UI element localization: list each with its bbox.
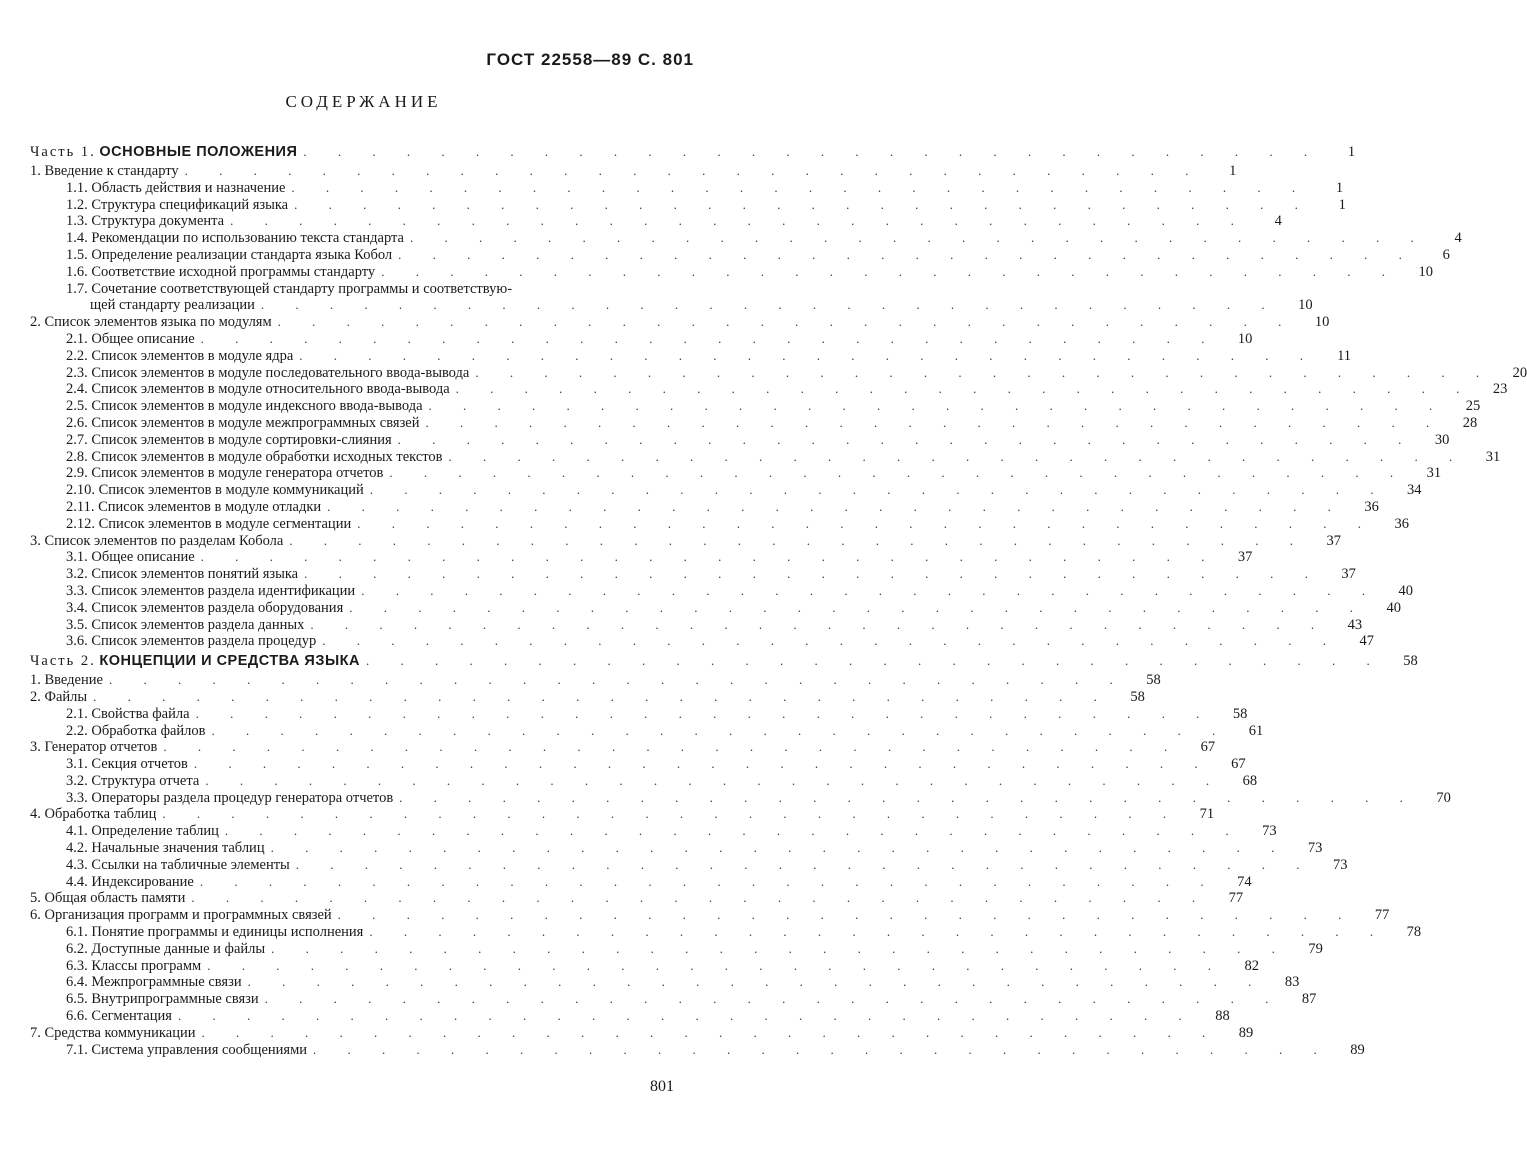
toc-entry <box>30 414 1478 432</box>
toc-leader-dots: . . . . . . . . . . . . . . . . . . . . . . . . . . . . . . <box>200 330 1219 346</box>
toc-entry-title: 6.4. Межпрограммные связи <box>66 974 242 991</box>
toc-part-prefix: Часть 2. <box>30 653 96 670</box>
toc-page-number: 23 <box>1492 381 1508 398</box>
toc-leader-dots: . . . . . . . . . . . . . . . . . . . . . . . . . . . . . . <box>271 940 1289 956</box>
toc-page-number: 68 <box>1242 772 1258 789</box>
toc-part-name: КОНЦЕПЦИИ И СРЕДСТВА ЯЗЫКА <box>99 653 360 670</box>
toc-entry-title: 3.3. Список элементов раздела идентификации <box>66 582 356 599</box>
toc-entry-title: 5. Общая область памяти <box>30 890 186 907</box>
toc-entry <box>30 890 1244 907</box>
toc-page-number: 58 <box>1146 672 1161 689</box>
toc-entry <box>30 163 1237 180</box>
toc-page-number: 40 <box>1386 599 1401 616</box>
toc-leader-dots: . . . . . . . . . . . . . . . . . . . . . . . . . . . . . . <box>337 907 1356 923</box>
toc-leader-dots: . . . . . . . . . . . . . . . . . . . . . . . . . . . . . . <box>177 1008 1196 1024</box>
toc-entry-title: 7. Средства коммуникации <box>30 1024 196 1041</box>
toc-entry <box>30 281 692 298</box>
toc-entry <box>30 448 1501 466</box>
toc-entry <box>30 907 1390 924</box>
page-number: 801 <box>650 1078 674 1095</box>
toc-entry <box>30 688 1145 706</box>
toc-page-number: 70 <box>1436 789 1451 806</box>
toc-leader-dots: . . . . . . . . . . . . . . . . . . . . . . . . . . . . . . <box>357 515 1375 531</box>
toc-entry-title: 2.11. Список элементов в модуле отладки <box>66 498 322 515</box>
toc-leader-dots: . . . . . . . . . . . . . . . . . . . . . . . . . . . . . . <box>294 196 1312 212</box>
toc-entry-title: 3.1. Секция отчетов <box>66 756 188 773</box>
toc-part-title <box>30 650 360 672</box>
toc-page-number: 88 <box>1215 1008 1230 1025</box>
toc-entry-title: 2.2. Список элементов в модуле ядра <box>66 347 294 364</box>
toc-page-number: 89 <box>1238 1024 1254 1041</box>
toc-page-number: 78 <box>1406 924 1422 941</box>
toc-leader-dots: . . . . . . . . . . . . . . . . . . . . . . . . . . . . . . <box>289 532 1308 548</box>
toc-entry-title: 2.6. Список элементов в модуле межпрограммных связей <box>66 414 420 431</box>
toc-entry-title: 3.3. Операторы раздела процедур генератора отчетов <box>66 789 394 806</box>
toc-entry <box>30 330 1253 348</box>
toc-entry <box>30 957 1259 975</box>
toc-entry <box>30 616 1363 634</box>
toc-page-number: 1 <box>1229 163 1237 179</box>
toc-entry <box>30 991 1317 1008</box>
toc-entry-title: 7.1. Система управления сообщениями <box>66 1041 308 1058</box>
toc-leader-dots: . . . . . . . . . . . . . . . . . . . . . . . . . . . . . . <box>303 144 1322 159</box>
toc-entry <box>30 364 1527 382</box>
toc-leader-dots: . . . . . . . . . . . . . . . . . . . . . . . . . . . . . . <box>389 465 1408 481</box>
toc-entry <box>30 756 1246 773</box>
toc-entry <box>30 705 1248 723</box>
running-header: ГОСТ 22558—89 С. 801 <box>486 50 694 69</box>
toc-page-number: 25 <box>1465 398 1481 415</box>
toc-page-number: 10 <box>1237 330 1253 347</box>
toc-entry-title: 1.3. Структура документа <box>66 213 225 230</box>
toc-entry-title: 6.1. Понятие программы и единицы исполнения <box>66 924 364 941</box>
toc-page-number: 73 <box>1333 856 1348 873</box>
toc-entry-title: 3. Генератор отчетов <box>30 739 158 756</box>
toc-leader-dots: . . . . . . . . . . . . . . . . . . . . . . . . . . . . . . <box>93 688 1111 704</box>
toc-entry <box>30 633 1374 650</box>
toc-entry-title: 2.2. Обработка файлов <box>66 722 206 739</box>
toc-entry <box>30 246 1450 264</box>
toc-entry-title: 6.5. Внутрипрограммные связи <box>66 991 259 1008</box>
toc-entry <box>30 873 1252 891</box>
toc-page-number: 36 <box>1394 515 1409 532</box>
toc-leader-dots: . . . . . . . . . . . . . . . . . . . . . . . . . . . . . . <box>201 1024 1220 1040</box>
toc-leader-dots: . . . . . . . . . . . . . . . . . . . . . . . . . . . . . . <box>205 772 1224 788</box>
toc-leader-dots: . . . . . . . . . . . . . . . . . . . . . . . . . . . . . . <box>193 756 1212 772</box>
toc-leader-dots: . . . . . . . . . . . . . . . . . . . . . . . . . . . . . . <box>199 873 1218 889</box>
toc-entry <box>30 974 1300 991</box>
toc-leader-dots: . . . . . . . . . . . . . . . . . . . . . . . . . . . . . . <box>409 230 1428 246</box>
toc-entry <box>30 823 1277 840</box>
toc-entry-title: 1.4. Рекомендации по использованию текста стандарта <box>66 230 404 247</box>
toc-leader-dots: . . . . . . . . . . . . . . . . . . . . . . . . . . . . . . <box>200 549 1219 565</box>
toc-entry <box>30 1041 1365 1059</box>
toc-entry-title: 4.4. Индексирование <box>66 873 194 890</box>
toc-page-number: 73 <box>1307 840 1323 857</box>
toc-entry-title: 2.5. Список элементов в модуле индексного ввода-вывода <box>66 398 423 415</box>
toc-page-number: 87 <box>1301 991 1317 1008</box>
toc-entry <box>30 179 1344 197</box>
toc-entry-title: 2.3. Список элементов в модуле последовательного ввода-вывода <box>66 364 470 381</box>
toc-entry <box>30 856 1348 874</box>
toc-leader-dots: . . . . . . . . . . . . . . . . . . . . . . . . . . . . . . <box>207 957 1225 973</box>
toc-page-number: 58 <box>1403 653 1418 670</box>
toc-page-number: 34 <box>1407 482 1422 499</box>
toc-entry <box>30 806 1215 823</box>
toc-page-number: 11 <box>1337 347 1352 364</box>
toc-leader-dots: . . . . . . . . . . . . . . . . . . . . . . . . . . . . . . <box>455 381 1474 397</box>
toc-leader-dots: . . . . . . . . . . . . . . . . . . . . . . . . . . . . . . <box>361 582 1379 598</box>
toc-leader-dots: . . . . . . . . . . . . . . . . . . . . . . . . . . . . . . <box>247 974 1266 990</box>
toc-entry <box>30 196 1346 214</box>
toc-entry-title: 3.4. Список элементов раздела оборудования <box>66 599 344 616</box>
toc-leader-dots: . . . . . . . . . . . . . . . . . . . . . . . . . . . . . . <box>211 722 1230 738</box>
toc-page-number: 74 <box>1237 873 1252 890</box>
toc-entry-title: 3.5. Список элементов раздела данных <box>66 616 305 633</box>
toc-page-number: 37 <box>1237 549 1253 566</box>
toc-leader-dots: . . . . . . . . . . . . . . . . . . . . . . . . . . . . . . <box>365 653 1384 669</box>
toc-page-number: 77 <box>1374 907 1390 924</box>
toc-leader-dots: . . . . . . . . . . . . . . . . . . . . . . . . . . . . . . <box>369 924 1388 940</box>
toc-leader-dots: . . . . . . . . . . . . . . . . . . . . . . . . . . . . . . <box>299 347 1318 363</box>
toc-entry <box>30 566 1356 583</box>
toc-entry <box>30 347 1352 365</box>
toc-entry <box>30 582 1413 600</box>
toc-entry-title: 1.7. Сочетание соответствующей стандарту программы и соответствую- <box>66 280 513 297</box>
toc-entry-title: 3.2. Список элементов понятий языка <box>66 566 299 583</box>
toc-part-name: ОСНОВНЫЕ ПОЛОЖЕНИЯ <box>99 144 298 160</box>
toc-leader-dots: . . . . . . . . . . . . . . . . . . . . . . . . . . . . . . <box>224 823 1243 839</box>
toc-leader-dots: . . . . . . . . . . . . . . . . . . . . . . . . . . . . . . <box>162 806 1181 822</box>
toc-page-number: 31 <box>1485 448 1501 465</box>
toc-entry-title: 2. Список элементов языка по модулям <box>30 314 272 331</box>
toc-leader-dots: . . . . . . . . . . . . . . . . . . . . . . . . . . . . . . <box>425 414 1444 430</box>
toc-leader-dots: . . . . . . . . . . . . . . . . . . . . . . . . . . . . . . <box>397 431 1416 447</box>
toc-entry <box>30 549 1253 566</box>
toc-part-heading <box>30 141 1356 163</box>
toc-entry <box>30 230 1462 247</box>
toc-page-number: 58 <box>1232 705 1248 722</box>
toc-page-number: 10 <box>1418 263 1433 280</box>
toc-entry-title: 6.2. Доступные данные и файлы <box>66 940 266 957</box>
toc-page-number: 1 <box>1338 196 1346 213</box>
toc-entry-title: 1.2. Структура спецификаций языка <box>66 196 289 213</box>
toc-entry-title: 6.6. Сегментация <box>66 1008 172 1025</box>
toc-page-number: 31 <box>1426 465 1442 482</box>
toc-page-number: 43 <box>1347 616 1363 633</box>
toc-entry-title: 3.6. Список элементов раздела процедур <box>66 633 317 650</box>
toc-entry-title: 3.2. Структура отчета <box>66 772 200 789</box>
toc-page-number: 37 <box>1326 532 1342 549</box>
toc-entry <box>30 314 1330 331</box>
toc-entry <box>30 599 1401 617</box>
toc-entry-title: 2.7. Список элементов в модуле сортировки-слияния <box>66 431 392 448</box>
toc-entry <box>30 1008 1230 1025</box>
page-title: СОДЕРЖАНИЕ <box>285 92 442 111</box>
toc-leader-dots: . . . . . . . . . . . . . . . . . . . . . . . . . . . . . . <box>398 246 1416 262</box>
toc-leader-dots: . . . . . . . . . . . . . . . . . . . . . . . . . . . . . . <box>399 789 1417 805</box>
toc-leader-dots: . . . . . . . . . . . . . . . . . . . . . . . . . . . . . . <box>264 991 1283 1007</box>
toc-entry <box>30 213 1282 230</box>
toc-leader-dots: . . . . . . . . . . . . . . . . . . . . . . . . . . . . . . <box>327 498 1345 514</box>
toc-entry-title: 1.5. Определение реализации стандарта языка Кобол <box>66 246 393 263</box>
toc-entry <box>30 498 1379 516</box>
toc-page-number: 58 <box>1130 688 1145 705</box>
toc-page-number: 10 <box>1298 297 1313 314</box>
toc-page-number: 40 <box>1398 582 1413 599</box>
toc-entry-title: 2. Файлы <box>30 688 88 705</box>
toc-page-number: 10 <box>1314 314 1330 331</box>
toc-leader-dots: . . . . . . . . . . . . . . . . . . . . . . . . . . . . . . <box>108 672 1127 688</box>
toc-entry-title: 2.1. Общее описание <box>66 330 195 347</box>
toc-entry-title: 1.6. Соответствие исходной программы стандарту <box>66 263 376 280</box>
toc-entry <box>30 1024 1254 1042</box>
toc-leader-dots: . . . . . . . . . . . . . . . . . . . . . . . . . . . . . . <box>230 213 1248 229</box>
toc-entry <box>30 482 1422 499</box>
toc-entry <box>30 263 1433 281</box>
toc-page-number: 79 <box>1308 940 1323 957</box>
toc-entry-title: 2.12. Список элементов в модуле сегментации <box>66 515 352 532</box>
toc-entry <box>30 739 1216 756</box>
toc-leader-dots: . . . . . . . . . . . . . . . . . . . . . . . . . . . . . . <box>310 616 1329 632</box>
toc-entry-title: 2.10. Список элементов в модуле коммуникаций <box>66 482 364 499</box>
toc-page-number: 28 <box>1462 414 1478 431</box>
toc-leader-dots: . . . . . . . . . . . . . . . . . . . . . . . . . . . . . . <box>163 739 1182 755</box>
toc-leader-dots: . . . . . . . . . . . . . . . . . . . . . . . . . . . . . . <box>448 448 1467 464</box>
toc-page-number: 89 <box>1350 1041 1365 1058</box>
toc-leader-dots: . . . . . . . . . . . . . . . . . . . . . . . . . . . . . . <box>295 856 1314 872</box>
toc-entry <box>30 722 1264 740</box>
toc-page-number: 73 <box>1262 823 1277 840</box>
toc-entry <box>30 381 1508 398</box>
toc-part-heading <box>30 650 1418 672</box>
toc-entry-title: 4.3. Ссылки на табличные элементы <box>66 856 290 873</box>
toc-entry <box>30 789 1451 807</box>
toc-part-prefix: Часть 1. <box>30 144 96 160</box>
toc-entry-title: 2.9. Список элементов в модуле генератора отчетов <box>66 465 384 482</box>
toc-leader-dots: . . . . . . . . . . . . . . . . . . . . . . . . . . . . . . <box>291 179 1310 195</box>
toc-page-number: 4 <box>1274 213 1282 230</box>
toc-entry-title: 4.2. Начальные значения таблиц <box>66 840 265 857</box>
toc-page-number: 82 <box>1244 957 1259 974</box>
toc-entry <box>30 297 1313 314</box>
toc-entry <box>30 532 1342 550</box>
toc-leader-dots: . . . . . . . . . . . . . . . . . . . . . . . . . . . . . . <box>475 364 1494 380</box>
toc-entry-title: 6.3. Классы программ <box>66 957 202 974</box>
toc-entry <box>30 840 1323 857</box>
toc-entry <box>30 398 1481 415</box>
toc-entry-title: 6. Организация программ и программных связей <box>30 907 332 924</box>
toc-leader-dots: . . . . . . . . . . . . . . . . . . . . . . . . . . . . . . <box>322 633 1340 649</box>
toc-page-number: 61 <box>1248 722 1264 739</box>
toc-page-number: 6 <box>1442 246 1450 263</box>
table-of-contents <box>30 141 1527 1058</box>
toc-entry-title: щей стандарту реализации <box>90 297 255 314</box>
toc-page-number: 1 <box>1347 144 1356 160</box>
toc-entry-title: 2.1. Свойства файла <box>66 705 190 722</box>
toc-page-number: 4 <box>1454 230 1462 247</box>
toc-entry-title: 3. Список элементов по разделам Кобола <box>30 532 284 549</box>
toc-entry <box>30 515 1409 533</box>
toc-entry-title: 1.1. Область действия и назначение <box>66 179 286 196</box>
toc-entry <box>30 940 1323 958</box>
toc-leader-dots: . . . . . . . . . . . . . . . . . . . . . . . . . . . . . . <box>369 482 1388 498</box>
toc-entry <box>30 672 1161 689</box>
toc-entry-title: 2.8. Список элементов в модуле обработки исходных текстов <box>66 448 443 465</box>
toc-entry-title: 3.1. Общее описание <box>66 549 195 566</box>
toc-entry-title: 1. Введение <box>30 672 103 689</box>
toc-leader-dots: . . . . . . . . . . . . . . . . . . . . . . . . . . . . . . <box>277 314 1296 330</box>
toc-page-number: 1 <box>1335 179 1344 196</box>
toc-leader-dots: . . . . . . . . . . . . . . . . . . . . . . . . . . . . . . <box>349 599 1367 615</box>
toc-leader-dots: . . . . . . . . . . . . . . . . . . . . . . . . . . . . . . <box>184 163 1203 178</box>
toc-leader-dots: . . . . . . . . . . . . . . . . . . . . . . . . . . . . . . <box>195 705 1214 721</box>
toc-part-title <box>30 141 297 163</box>
toc-page-number: 36 <box>1364 498 1379 515</box>
toc-entry-title: 4.1. Определение таблиц <box>66 823 219 840</box>
toc-entry <box>30 772 1258 790</box>
toc-entry-title: 4. Обработка таблиц <box>30 806 157 823</box>
toc-entry <box>30 465 1442 482</box>
toc-page-number: 83 <box>1284 974 1300 991</box>
toc-page-number: 71 <box>1199 806 1215 823</box>
toc-page-number: 67 <box>1231 756 1246 773</box>
toc-leader-dots: . . . . . . . . . . . . . . . . . . . . . . . . . . . . . . <box>313 1041 1331 1057</box>
toc-leader-dots: . . . . . . . . . . . . . . . . . . . . . . . . . . . . . . <box>260 297 1279 313</box>
toc-entry <box>30 431 1450 449</box>
toc-entry <box>30 924 1422 941</box>
toc-entry-title: 2.4. Список элементов в модуле относительного ввода-вывода <box>66 381 450 398</box>
toc-leader-dots: . . . . . . . . . . . . . . . . . . . . . . . . . . . . . . <box>381 263 1399 279</box>
toc-page-number: 77 <box>1228 890 1244 907</box>
toc-page-number: 67 <box>1200 739 1216 756</box>
toc-leader-dots: . . . . . . . . . . . . . . . . . . . . . . . . . . . . . . <box>428 398 1447 414</box>
toc-page-number: 30 <box>1434 431 1450 448</box>
toc-page-number: 37 <box>1341 566 1356 583</box>
toc-page-number: 20 <box>1512 364 1527 381</box>
toc-leader-dots: . . . . . . . . . . . . . . . . . . . . . . . . . . . . . . <box>191 890 1210 906</box>
toc-page-number: 47 <box>1359 633 1374 650</box>
toc-leader-dots: . . . . . . . . . . . . . . . . . . . . . . . . . . . . . . <box>304 566 1322 582</box>
toc-entry-title: 1. Введение к стандарту <box>30 163 179 179</box>
toc-leader-dots: . . . . . . . . . . . . . . . . . . . . . . . . . . . . . . <box>270 840 1289 856</box>
